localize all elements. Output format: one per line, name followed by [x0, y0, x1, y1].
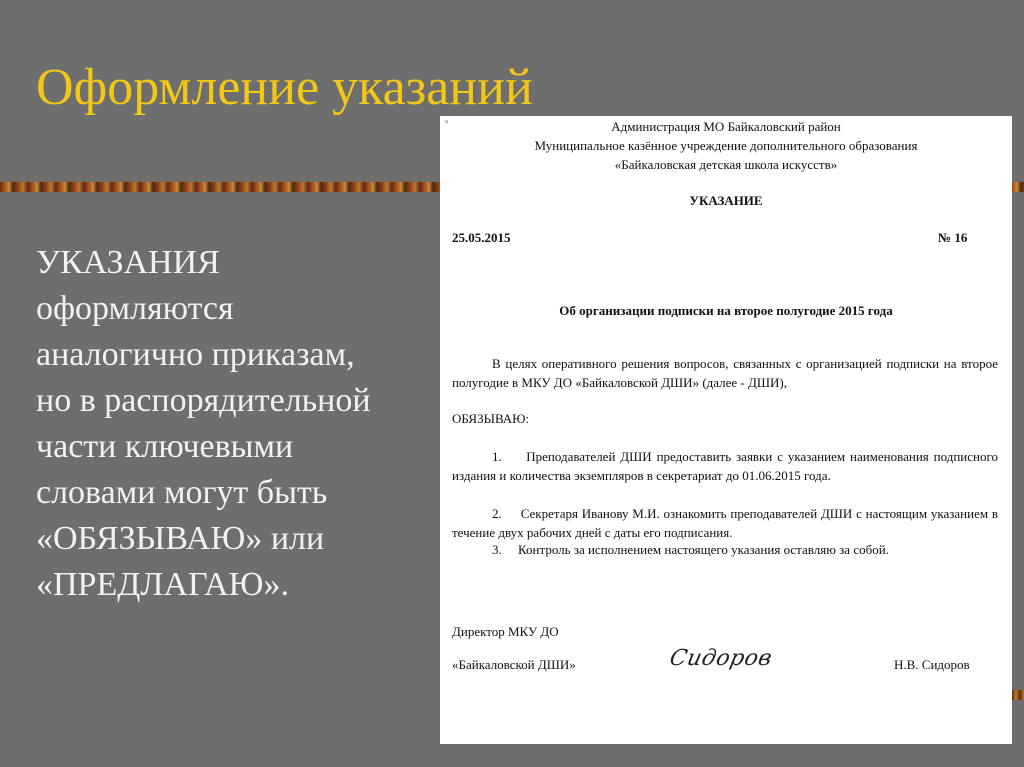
decorative-band-edge — [1012, 690, 1024, 700]
item-text: Контроль за исполнением настоящего указания оставляю за собой. — [518, 542, 889, 557]
doc-header-line: Администрация МО Байкаловский район — [611, 119, 841, 134]
doc-obligation: ОБЯЗЫВАЮ: — [452, 411, 530, 426]
signer-position: Директор МКУ ДО — [452, 624, 559, 639]
doc-preamble — [452, 354, 998, 392]
doc-item — [452, 540, 998, 559]
doc-date: 25.05.2015 — [452, 230, 511, 245]
body-line: аналогично приказам, — [36, 336, 355, 373]
signer-name: Н.В. Сидоров — [894, 657, 970, 672]
item-number: 1. — [492, 449, 502, 464]
body-line: оформляются — [36, 290, 234, 327]
doc-item — [452, 504, 998, 542]
doc-subject: Об организации подписки на второе полугодие 2015 года — [559, 303, 893, 318]
doc-header-line: «Байкаловская детская школа искусств» — [614, 157, 838, 172]
body-line: «ПРЕДЛАГАЮ». — [36, 566, 289, 603]
body-line: но в распорядительной — [36, 382, 371, 419]
corner-mark: ▫ — [445, 117, 449, 128]
preamble-text: В целях оперативного решения вопросов, связанных с организацией подписки на второе полугодие в МКУ ДО «Байкаловской ДШИ» (далее - ДШИ), — [452, 356, 998, 390]
body-line: словами могут быть — [36, 474, 328, 511]
doc-number: № 16 — [938, 230, 968, 245]
item-number: 2. — [492, 506, 502, 521]
body-line: «ОБЯЗЫВАЮ» или — [36, 520, 325, 557]
slide-title: Оформление указаний — [36, 59, 533, 116]
item-number: 3. — [492, 542, 502, 557]
doc-header-line: Муниципальное казённое учреждение дополнительного образования — [534, 138, 918, 153]
body-line: УКАЗАНИЯ — [36, 244, 220, 281]
doc-type: УКАЗАНИЕ — [689, 193, 763, 208]
signer-organization: «Байкаловской ДШИ» — [452, 657, 576, 672]
document-scan — [440, 116, 1012, 744]
item-text: Преподавателей ДШИ предоставить заявки с указанием наименования подписного издания и количества экземпляров в секретариат до 01.06.2015 года. — [452, 449, 998, 483]
item-text: Секретаря Иванову М.И. ознакомить преподавателей ДШИ с настоящим указанием в течение двух рабочих дней с даты его подписания. — [452, 506, 998, 540]
body-line: части ключевыми — [36, 428, 294, 465]
handwritten-signature: Сидоров — [667, 646, 775, 671]
slide-body-text — [36, 240, 436, 608]
doc-item — [452, 447, 998, 485]
